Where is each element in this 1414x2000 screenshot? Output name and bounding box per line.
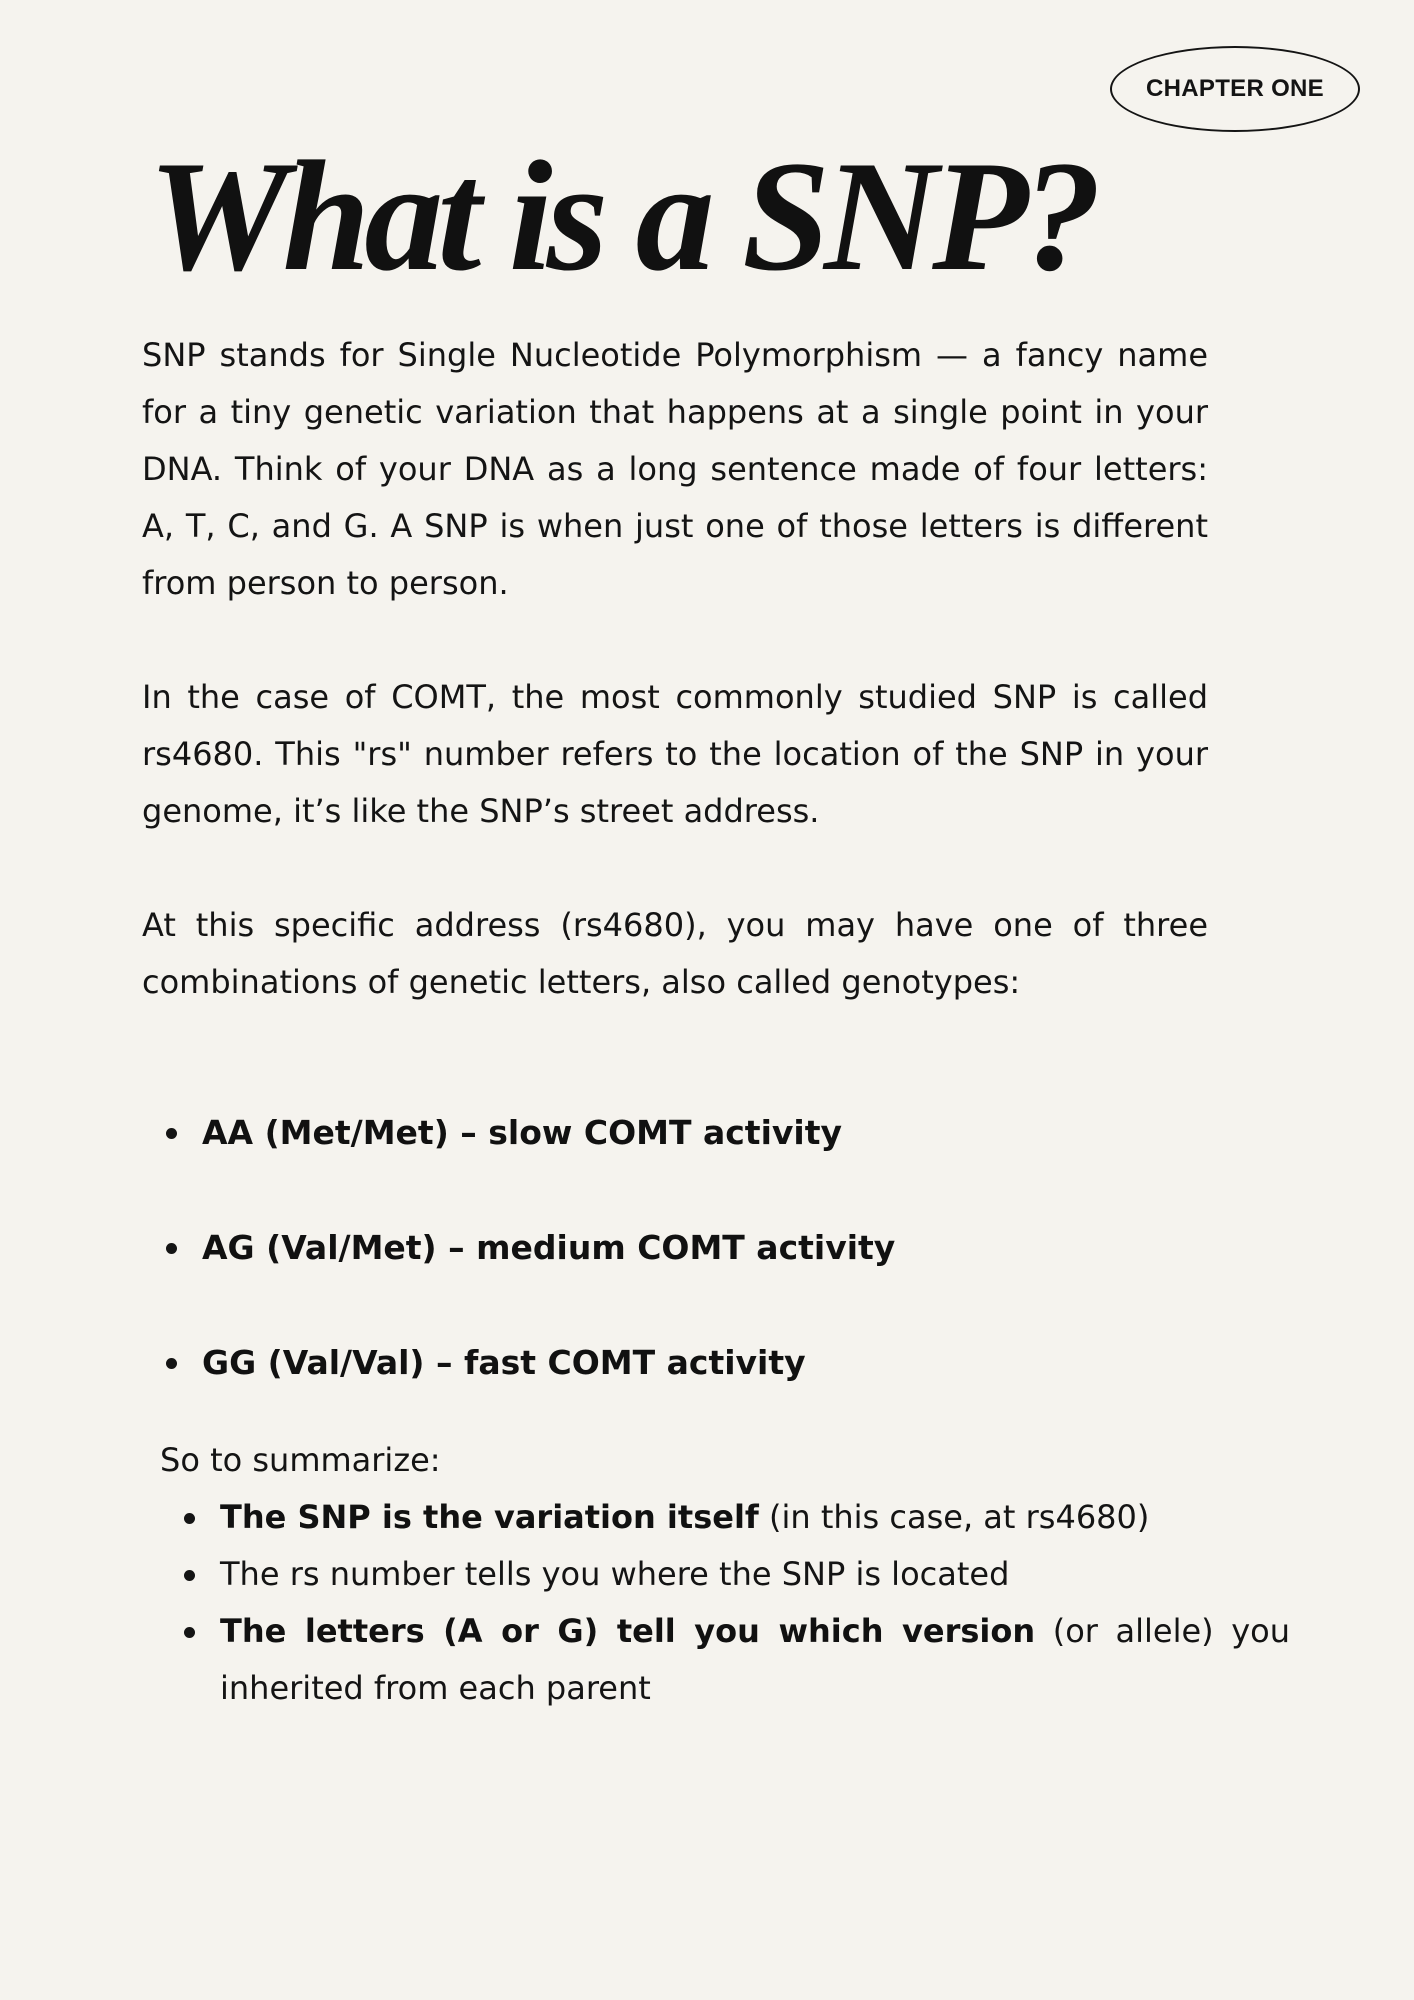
genotype-item-ag: AG (Val/Met) – medium COMT activity bbox=[158, 1218, 895, 1278]
summary-item-text: The rs number tells you where the SNP is located bbox=[220, 1555, 1010, 1593]
summary-list bbox=[176, 1489, 1290, 1717]
summary-intro: So to summarize: bbox=[160, 1441, 441, 1479]
genotype-item-aa: AA (Met/Met) – slow COMT activity bbox=[158, 1103, 895, 1163]
genotypes-paragraph: At this specific address (rs4680), you may have one of three combinations of genetic letters, also called genotypes: bbox=[142, 906, 1208, 1001]
chapter-label: CHAPTER ONE bbox=[1146, 75, 1324, 102]
summary-item bbox=[176, 1603, 1290, 1717]
summary-item-emphasis: The SNP is the variation itself bbox=[220, 1498, 759, 1536]
intro-paragraph: SNP stands for Single Nucleotide Polymorphism — a fancy name for a tiny genetic variation that happens at a single point in your DNA. Think of your DNA as a long sentence made of four letters: A, T, C, and G. A SNP is when just one of those letters is different from person to person. bbox=[142, 336, 1208, 602]
genotype-list bbox=[158, 1103, 895, 1448]
summary-item bbox=[176, 1489, 1290, 1546]
summary-item-emphasis: The letters (A or G) tell you which version bbox=[220, 1612, 1036, 1650]
chapter-badge bbox=[1110, 46, 1360, 132]
summary-item-text: (in this case, at rs4680) bbox=[758, 1498, 1150, 1536]
summary-item bbox=[176, 1546, 1290, 1603]
genotype-item-gg: GG (Val/Val) – fast COMT activity bbox=[158, 1333, 895, 1393]
summary-item-text: (or allele) you inherited from each parent bbox=[220, 1612, 1290, 1707]
page-title: What is a SNP? bbox=[148, 129, 1096, 304]
comt-paragraph: In the case of COMT, the most commonly studied SNP is called rs4680. This "rs" number refers to the location of the SNP in your genome, it’s like the SNP’s street address. bbox=[142, 678, 1208, 830]
